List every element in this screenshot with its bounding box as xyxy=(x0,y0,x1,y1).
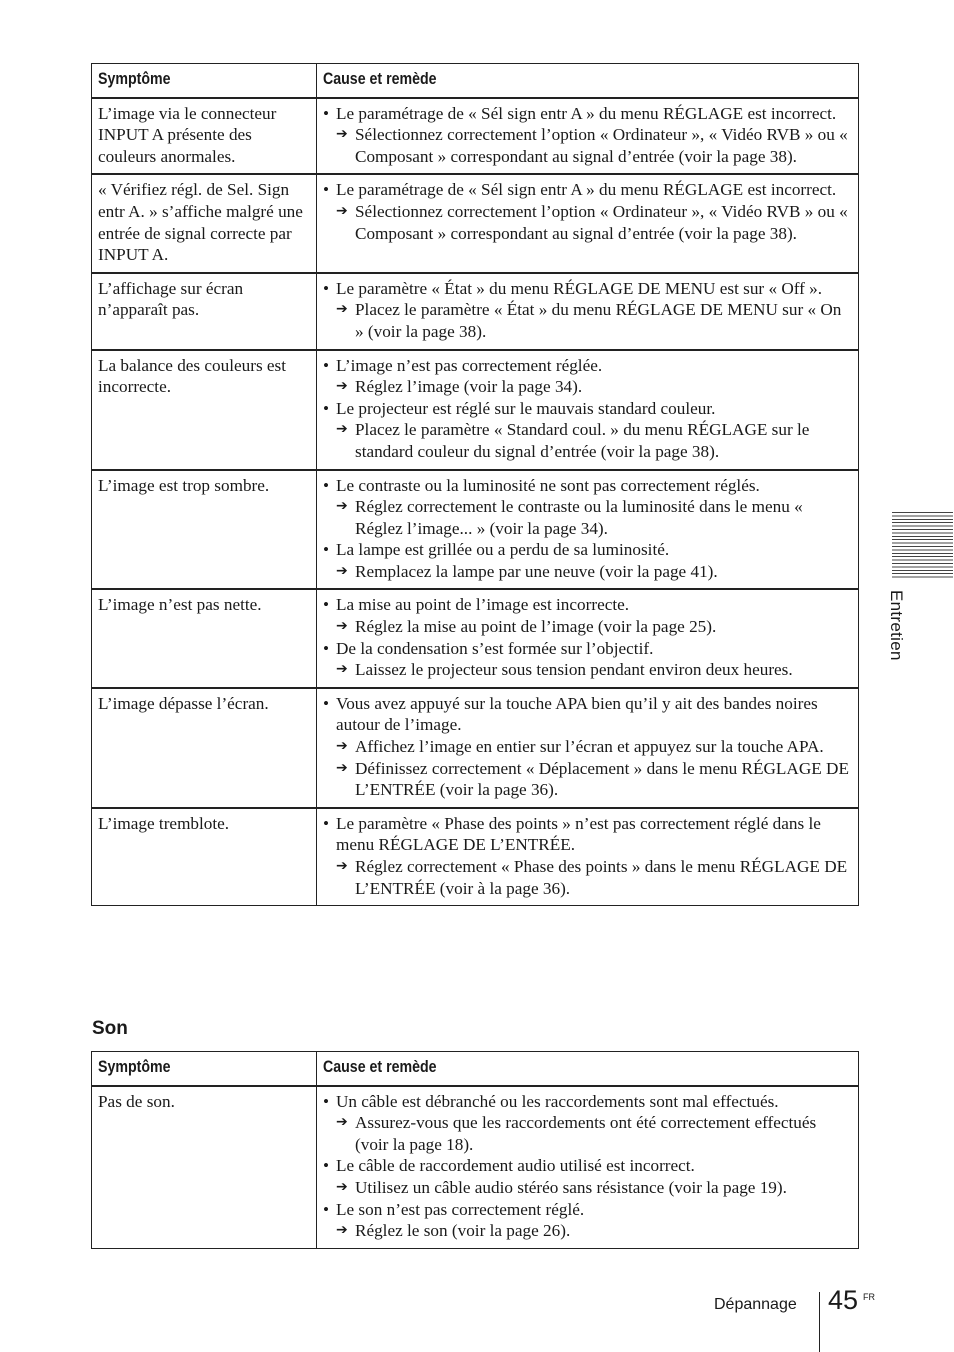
remedy-text: Réglez correctement le contraste ou la luminosité dans le menu « Réglez l’image... » (voir la page 34). xyxy=(355,497,803,538)
arrow-right-icon: ➔ xyxy=(336,759,348,776)
table-row xyxy=(92,350,859,470)
remedy-item xyxy=(323,419,852,462)
remedy-item xyxy=(323,201,852,244)
symptom-cell: L’image est trop sombre. xyxy=(92,470,317,590)
header-symptom: Symptôme xyxy=(92,1052,317,1086)
page-number: 45 xyxy=(828,1285,859,1315)
remedy-text: Placez le paramètre « État » du menu RÉGLAGE DE MENU sur « On » (voir la page 38). xyxy=(355,300,842,341)
cause-item: • Le son n’est pas correctement réglé. xyxy=(323,1199,852,1221)
cause-cell xyxy=(317,98,859,175)
remedy-text: Réglez la mise au point de l’image (voir la page 25). xyxy=(355,617,717,637)
header-cause: Cause et remède xyxy=(317,1052,859,1086)
cause-item: • Le paramétrage de « Sél sign entr A » du menu RÉGLAGE est incorrect. xyxy=(323,103,852,125)
cause-item: • Un câble est débranché ou les raccordements sont mal effectués. xyxy=(323,1091,852,1113)
remedy-text: Réglez correctement « Phase des points » dans le menu RÉGLAGE DE L’ENTRÉE (voir à la page 36). xyxy=(355,857,848,898)
remedy-item xyxy=(323,1220,852,1242)
remedy-text: Réglez l’image (voir la page 34). xyxy=(355,377,583,397)
cause-cell xyxy=(317,1086,859,1249)
arrow-right-icon: ➔ xyxy=(336,1178,348,1195)
remedy-item xyxy=(323,376,852,398)
cause-item: • La mise au point de l’image est incorrecte. xyxy=(323,594,852,616)
table-header-row xyxy=(92,1052,859,1086)
section-title: Son xyxy=(92,1018,128,1039)
arrow-right-icon: ➔ xyxy=(336,126,348,143)
arrow-right-icon: ➔ xyxy=(336,202,348,219)
remedy-text: Assurez-vous que les raccordements ont été correctement effectués (voir la page 18). xyxy=(355,1113,817,1154)
remedy-text: Définissez correctement « Déplacement » dans le menu RÉGLAGE DE L’ENTRÉE (voir la page 36). xyxy=(355,758,849,800)
sound-troubleshooting-table xyxy=(91,1051,859,1249)
header-symptom: Symptôme xyxy=(92,64,317,98)
table-header-row xyxy=(92,64,859,98)
remedy-item xyxy=(323,736,852,758)
arrow-right-icon: ➔ xyxy=(336,738,348,755)
symptom-cell: L’image dépasse l’écran. xyxy=(92,688,317,808)
arrow-right-icon: ➔ xyxy=(336,421,348,438)
cause-item: • Le projecteur est réglé sur le mauvais standard couleur. xyxy=(323,398,852,420)
footer-divider xyxy=(819,1292,820,1352)
remedy-item xyxy=(323,758,852,801)
arrow-right-icon: ➔ xyxy=(336,1114,348,1131)
symptom-cell: L’image via le connecteur INPUT A présente des couleurs anormales. xyxy=(92,98,317,175)
cause-item: • La lampe est grillée ou a perdu de sa luminosité. xyxy=(323,539,852,561)
remedy-text: Affichez l’image en entier sur l’écran et appuyez sur la touche APA. xyxy=(355,737,824,757)
cause-item: • Le paramétrage de « Sél sign entr A » du menu RÉGLAGE est incorrect. xyxy=(323,179,852,201)
remedy-item xyxy=(323,1112,852,1155)
cause-item: • Le paramètre « État » du menu RÉGLAGE DE MENU est sur « Off ». xyxy=(323,278,852,300)
cause-cell xyxy=(317,470,859,590)
arrow-right-icon: ➔ xyxy=(336,858,348,874)
arrow-right-icon: ➔ xyxy=(336,498,348,515)
table-row xyxy=(92,808,859,906)
table-row xyxy=(92,1086,859,1249)
remedy-item xyxy=(323,496,852,539)
symptom-cell: L’image tremblote. xyxy=(92,808,317,906)
remedy-item xyxy=(323,659,852,681)
table-row xyxy=(92,98,859,175)
remedy-text: Remplacez la lampe par une neuve (voir la page 41). xyxy=(355,561,718,581)
table-row xyxy=(92,470,859,590)
cause-cell xyxy=(317,688,859,808)
table-row xyxy=(92,273,859,350)
cause-item: • Le câble de raccordement audio utilisé est incorrect. xyxy=(323,1155,852,1177)
cause-cell xyxy=(317,589,859,687)
cause-cell xyxy=(317,174,859,272)
cause-cell xyxy=(317,808,859,906)
remedy-text: Placez le paramètre « Standard coul. » du menu RÉGLAGE sur le standard couleur du signal d’entrée (voir la page 38). xyxy=(355,420,810,461)
arrow-right-icon: ➔ xyxy=(336,618,348,635)
cause-item: • De la condensation s’est formée sur l’objectif. xyxy=(323,638,852,660)
arrow-right-icon: ➔ xyxy=(336,378,348,395)
arrow-right-icon: ➔ xyxy=(336,562,348,579)
remedy-item xyxy=(323,124,852,167)
remedy-item xyxy=(323,561,852,583)
arrow-right-icon: ➔ xyxy=(336,301,348,318)
remedy-item xyxy=(323,299,852,342)
arrow-right-icon: ➔ xyxy=(336,1222,348,1239)
cause-item: • Vous avez appuyé sur la touche APA bien qu’il y ait des bandes noires autour de l’image. xyxy=(323,693,852,736)
symptom-cell: L’image n’est pas nette. xyxy=(92,589,317,687)
remedy-item xyxy=(323,1177,852,1199)
symptom-cell: Pas de son. xyxy=(92,1086,317,1249)
symptom-cell: La balance des couleurs est incorrecte. xyxy=(92,350,317,470)
remedy-text: Laissez le projecteur sous tension pendant environ deux heures. xyxy=(355,660,793,680)
table-row xyxy=(92,688,859,808)
symptom-cell: « Vérifiez régl. de Sel. Sign entr A. » s’affiche malgré une entrée de signal correcte par INPUT A. xyxy=(92,174,317,272)
cause-item: • Le contraste ou la luminosité ne sont pas correctement réglés. xyxy=(323,475,852,497)
cause-item: • Le paramètre « Phase des points » n’est pas correctement réglé dans le menu RÉGLAGE DE L’ENTRÉE. xyxy=(323,813,852,856)
language-code: FR xyxy=(863,1292,875,1302)
cause-item: • L’image n’est pas correctement réglée. xyxy=(323,355,852,377)
cause-cell xyxy=(317,273,859,350)
remedy-text: Sélectionnez correctement l’option « Ordinateur », « Vidéo RVB » ou « Composant » correspondant au signal d’entrée (voir la page 38). xyxy=(355,201,848,243)
remedy-item xyxy=(323,616,852,638)
symptom-cell: L’affichage sur écran n’apparaît pas. xyxy=(92,273,317,350)
footer-section-label: Dépannage xyxy=(714,1296,797,1313)
remedy-text: Sélectionnez correctement l’option « Ordinateur », « Vidéo RVB » ou « Composant » correspondant au signal d’entrée (voir la page 38). xyxy=(355,125,848,166)
header-cause: Cause et remède xyxy=(317,64,859,98)
chapter-tab-lines xyxy=(892,512,953,580)
table-row xyxy=(92,174,859,272)
remedy-item xyxy=(323,856,852,899)
troubleshooting-table xyxy=(91,63,859,906)
remedy-text: Utilisez un câble audio stéréo sans résistance (voir la page 19). xyxy=(355,1177,787,1197)
remedy-text: Réglez le son (voir la page 26). xyxy=(355,1221,571,1241)
table-row xyxy=(92,589,859,687)
arrow-right-icon: ➔ xyxy=(336,661,348,678)
chapter-side-label: Entretien xyxy=(887,590,906,661)
cause-cell xyxy=(317,350,859,470)
